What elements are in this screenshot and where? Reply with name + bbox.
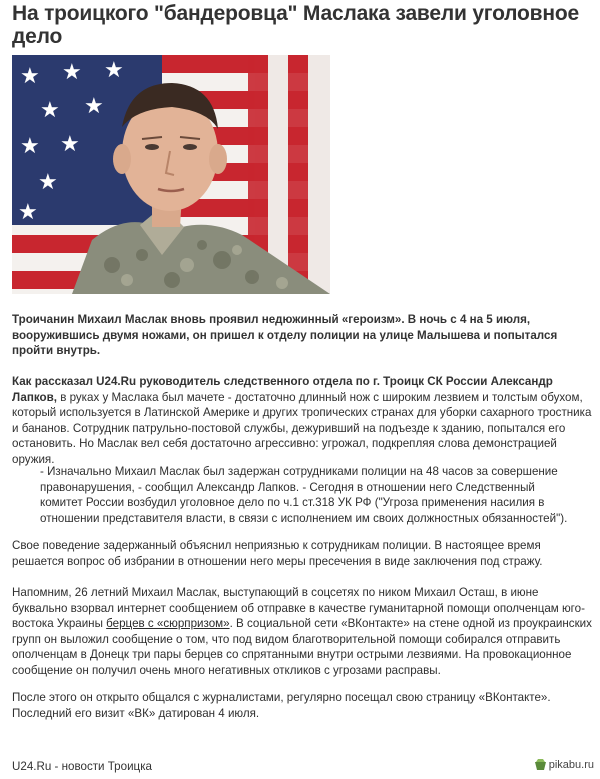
pikabu-logo-icon <box>534 759 547 771</box>
article-lead: Троичанин Михаил Маслак вновь проявил недюжинный «героизм». В ночь с 4 на 5 июля, вооружившись двумя ножами, он пришел к отделу полиции на улице Малышева и попытался пройти внутрь. <box>12 313 558 358</box>
svg-text:★: ★ <box>60 132 80 157</box>
article-paragraph-4 <box>12 585 592 679</box>
svg-text:★: ★ <box>20 134 40 159</box>
svg-text:★: ★ <box>84 94 104 119</box>
svg-text:★: ★ <box>62 60 82 85</box>
footer-source: U24.Ru - новости Троицка <box>12 760 152 773</box>
svg-text:★: ★ <box>104 58 124 83</box>
article-paragraph-5: После этого он открыто общался с журналистами, регулярно посещал свою страницу «ВКонтакте». Последний его визит «ВК» датирован 4 июля. <box>12 691 551 720</box>
svg-text:★: ★ <box>20 64 40 89</box>
article-photo <box>12 55 330 294</box>
paragraph-4-text-a: Напомним, 26 летний Михаил Маслак, выступающий в соцсетях по ником Михаил Осташ, в июне буквально взорвал интернет сообщением об отправке в качестве гуманитарной помощи ополченцам юго-востока Украины <box>12 586 585 631</box>
paragraph-2-bold: Как рассказал U24.Ru руководитель следственного отдела по г. Троицк СК России Александр Лапков, <box>12 375 553 404</box>
svg-text:★: ★ <box>40 98 60 123</box>
article-quote: - Изначально Михаил Маслак был задержан сотрудниками полиции на 48 часов за совершение правонарушения, - сообщил Александр Лапков. - Сегодня в отношении него Следственный комитет России возбудил уголовное дело по ч.1 ст.318 УК РФ ("Угроза применения насилия в отношении представителя власти, в связи с исполнением им своих должностных обязанностей"). <box>40 465 568 525</box>
paragraph-4-text-b: . В социальной сети «ВКонтакте» на стене одной из проукраинских групп он выложил сообщение о том, что под видом благотворительной помощи собирался отправить ополченцам в Донецк три пары берцев со спрятанными внутри острыми лезвиями. На провокационное сообщение он получил очень много негативных откликов с угрозами расправы. <box>12 617 592 677</box>
pikabu-watermark-text: pikabu.ru <box>548 759 594 771</box>
svg-text:★: ★ <box>18 200 38 225</box>
svg-text:★: ★ <box>38 170 58 195</box>
article-headline: На троицкого "бандеровца" Маслака завели уголовное дело <box>12 2 579 48</box>
article-paragraph-2 <box>12 374 592 468</box>
berets-surprise-link[interactable]: берцев с «сюрпризом» <box>106 617 230 631</box>
paragraph-2-text: в руках у Маслака был мачете - достаточно длинный нож с широким лезвием и толстым обухом, который используется в Латинской Америке и других тропических странах для уборки сахарного тростника и бананов. Сотрудник патрульно-постовой службы, дежуривший на подъезде к зданию, попытался его остановить. Но Маслак вел себя достаточно агрессивно: угрожал, подкрепляя слова демонстрацией оружия. <box>12 390 592 466</box>
article-paragraph-3: Свое поведение задержанный объяснил неприязнью к сотрудникам полиции. В настоящее время решается вопрос об избрании в отношении него меры пресечения в виде заключения под стражу. <box>12 539 543 568</box>
pikabu-watermark <box>534 759 594 771</box>
